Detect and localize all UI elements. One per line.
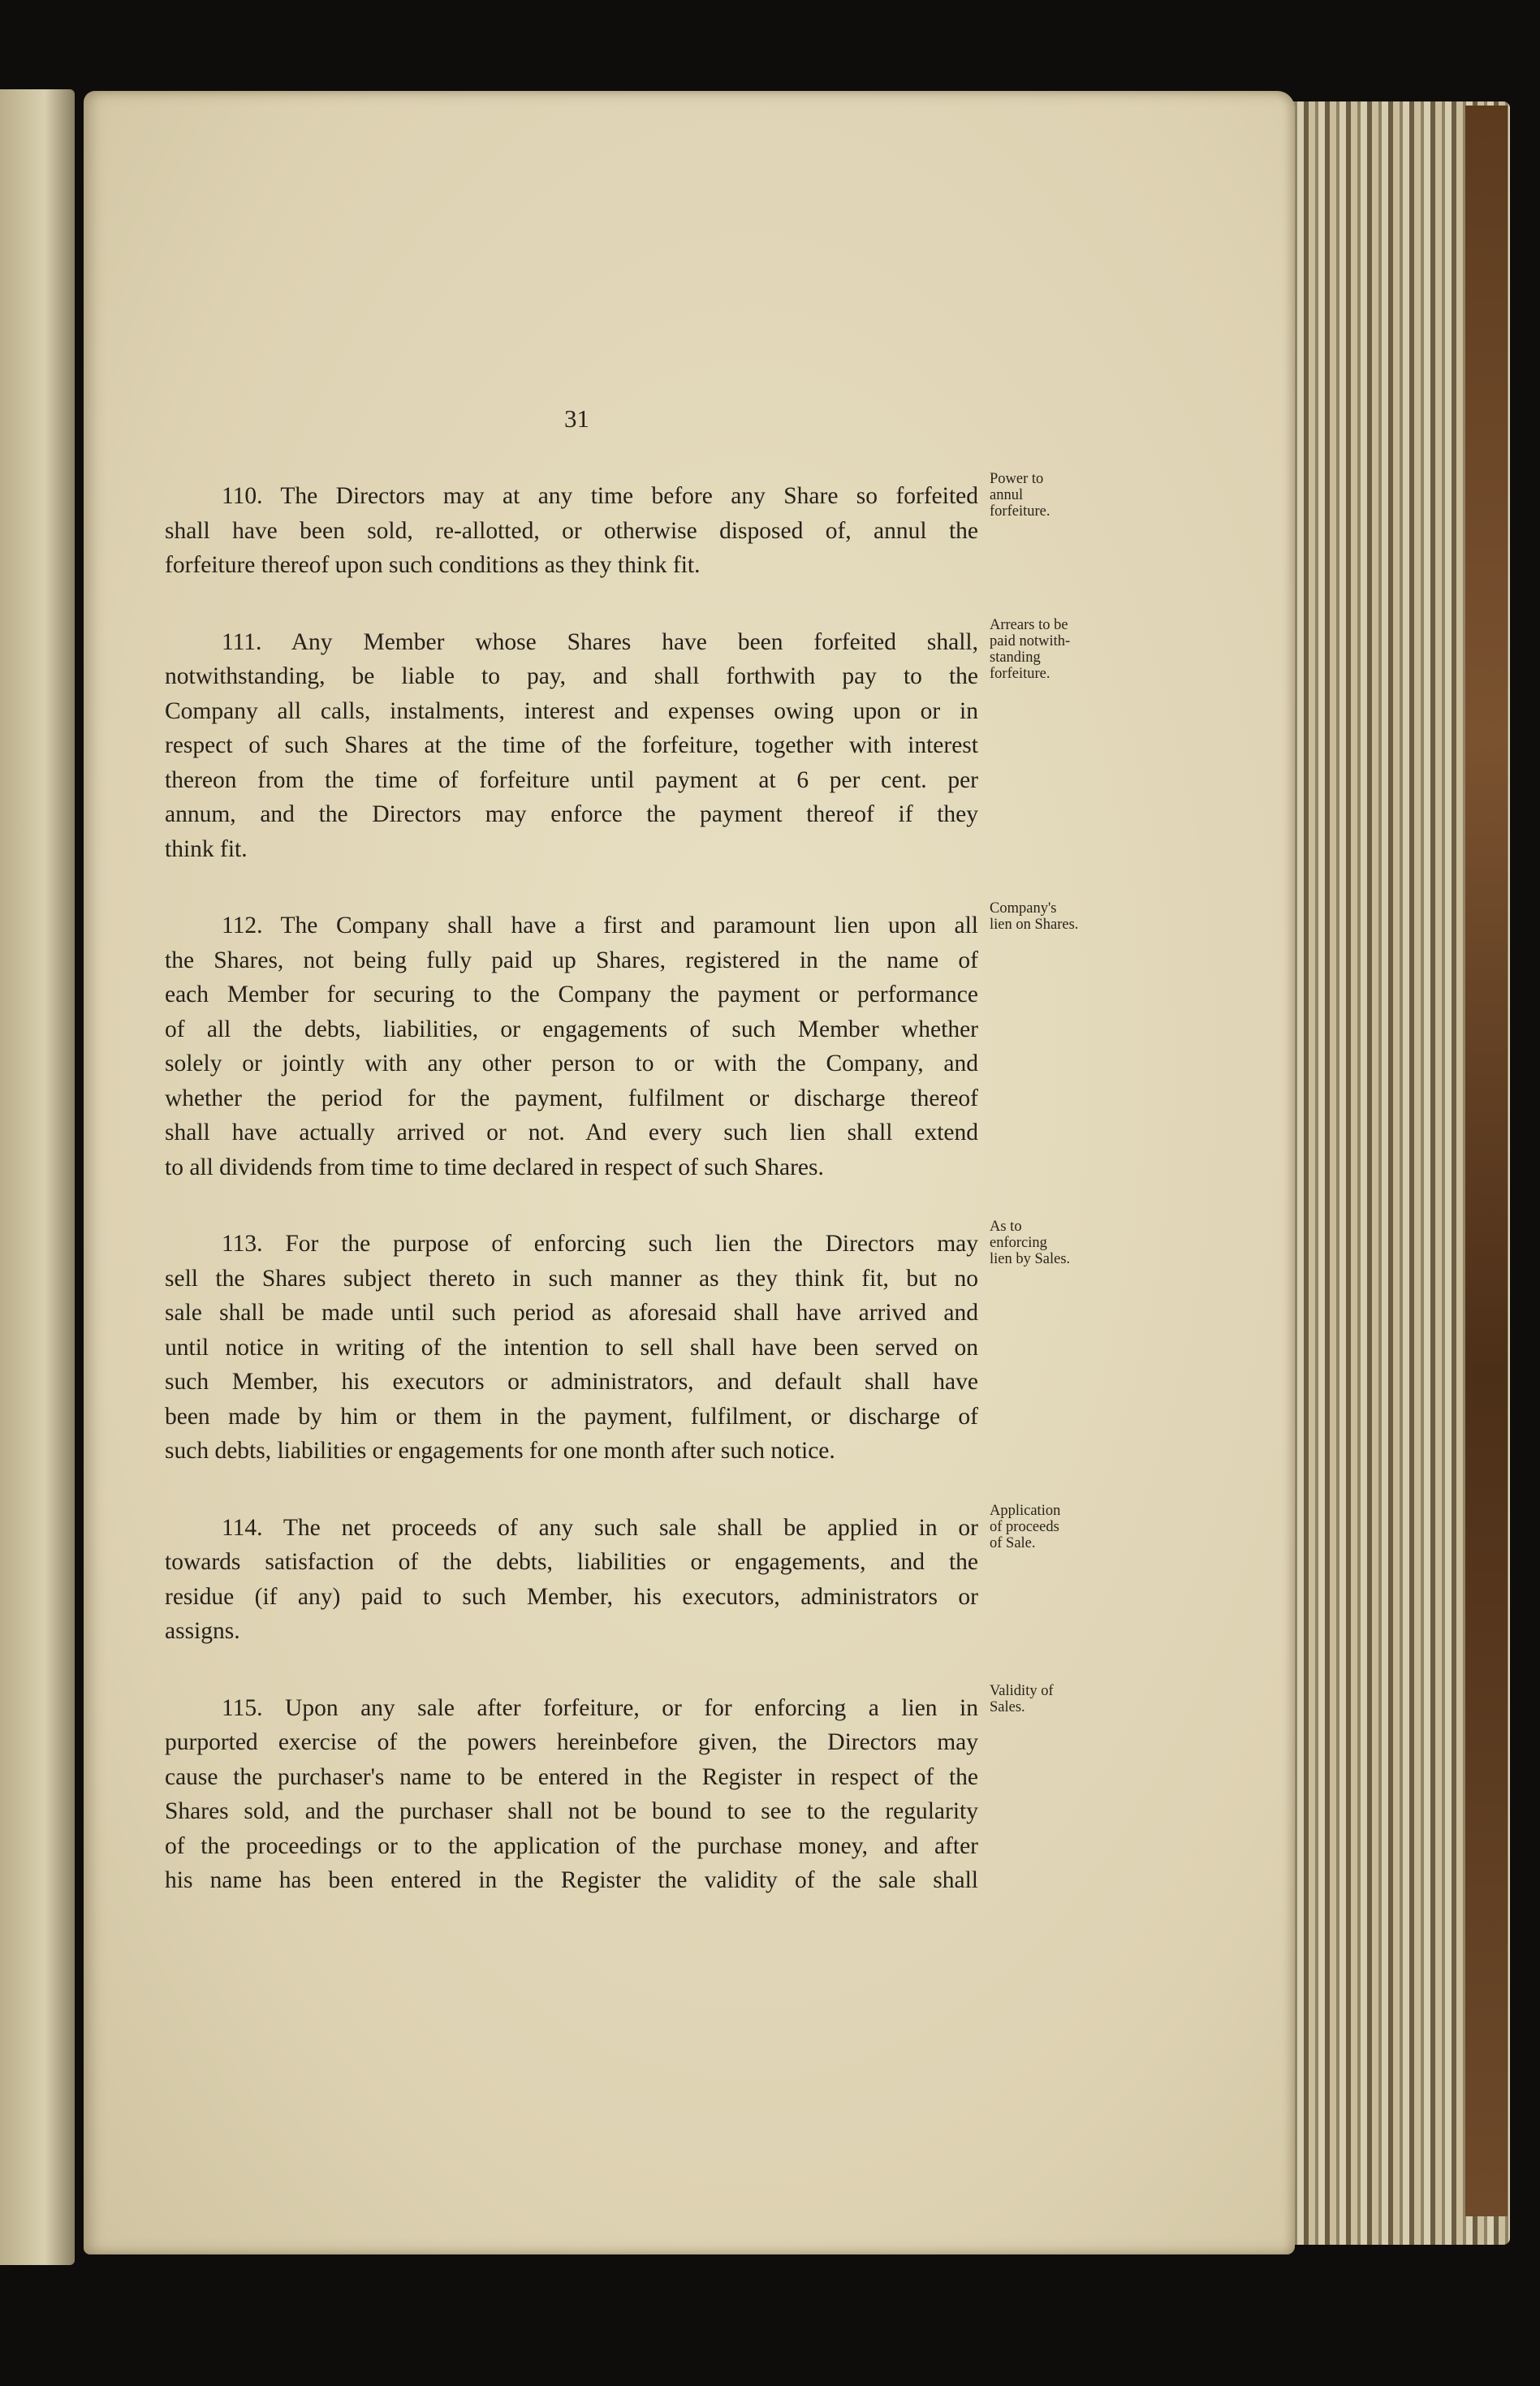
text-line: Company all calls, instalments, interest and expenses owing upon or in <box>165 697 978 724</box>
margin-note-line: forfeiture. <box>990 665 1050 682</box>
text-line: cause the purchaser's name to be entered in the Register in respect of the <box>165 1763 978 1790</box>
margin-note-line: As to <box>990 1219 1022 1235</box>
text-line: shall have actually arrived or not. And every such lien shall extend <box>165 1120 978 1146</box>
article-111 <box>165 617 1139 867</box>
text-line: to all dividends from time to time declared in respect of such Shares. <box>165 1154 824 1180</box>
book-cover-edge <box>1465 106 1508 2216</box>
text-line: such Member, his executors or administrators, and default shall have <box>165 1369 978 1395</box>
article-114 <box>165 1503 1139 1649</box>
text-line: his name has been entered in the Register the validity of the sale shall <box>165 1867 978 1893</box>
margin-note-line: forfeiture. <box>990 503 1050 520</box>
margin-note <box>990 900 1132 933</box>
margin-note <box>990 1503 1132 1551</box>
margin-note-line: Validity of <box>990 1682 1054 1699</box>
text-line: been made by him or them in the payment, fulfilment, or discharge of <box>165 1403 978 1430</box>
text-line: such debts, liabilities or engagements for one month after such notice. <box>165 1438 835 1464</box>
margin-note-line: of Sale. <box>990 1534 1036 1551</box>
left-facing-page <box>0 89 75 2265</box>
article-text <box>165 625 978 867</box>
text-line: towards satisfaction of the debts, liabilities or engagements, and the <box>165 1549 978 1575</box>
page-number: 31 <box>564 404 589 433</box>
text-line: of the proceedings or to the application of the purchase money, and after <box>165 1832 978 1859</box>
text-line: think fit. <box>165 835 248 862</box>
page-body <box>165 471 1139 1932</box>
text-line: 111. Any Member whose Shares have been forfeited shall, <box>222 628 978 655</box>
margin-note-line: annul <box>990 487 1024 503</box>
margin-note-line: enforcing <box>990 1235 1047 1251</box>
margin-note <box>990 1219 1132 1267</box>
text-line: of all the debts, liabilities, or engagements of such Member whether <box>165 1016 978 1042</box>
article-text <box>165 1227 978 1469</box>
text-line: notwithstanding, be liable to pay, and shall forthwith pay to the <box>165 663 978 689</box>
text-line: each Member for securing to the Company the payment or performance <box>165 982 978 1007</box>
margin-note <box>990 471 1132 520</box>
text-line: 114. The net proceeds of any such sale shall be applied in or <box>222 1514 978 1541</box>
margin-note-line: Company's <box>990 900 1057 917</box>
margin-note-line: lien on Shares. <box>990 917 1079 933</box>
article-110 <box>165 471 1139 583</box>
text-line: sale shall be made until such period as aforesaid shall have arrived and <box>165 1300 978 1326</box>
article-text <box>165 908 978 1184</box>
text-line: whether the period for the payment, fulfilment or discharge thereof <box>165 1085 978 1111</box>
text-line: 112. The Company shall have a first and paramount lien upon all <box>222 913 978 938</box>
text-line: respect of such Shares at the time of the forfeiture, together with interest <box>165 732 978 758</box>
text-line: forfeiture thereof upon such conditions as they think fit. <box>165 552 701 578</box>
article-text <box>165 479 978 583</box>
text-line: 115. Upon any sale after forfeiture, or for enforcing a lien in <box>222 1694 978 1721</box>
text-line: 113. For the purpose of enforcing such lien the Directors may <box>222 1231 978 1257</box>
text-line: annum, and the Directors may enforce the payment thereof if they <box>165 801 978 827</box>
text-line: assigns. <box>165 1618 240 1644</box>
margin-note-line: lien by Sales. <box>990 1251 1071 1267</box>
article-115 <box>165 1683 1139 1898</box>
text-line: Shares sold, and the purchaser shall not be bound to see to the regularity <box>165 1798 978 1824</box>
margin-note-line: Arrears to be <box>990 616 1068 633</box>
article-113 <box>165 1219 1139 1469</box>
text-line: residue (if any) paid to such Member, his executors, administrators or <box>165 1583 978 1610</box>
text-line: until notice in writing of the intention to sell shall have been served on <box>165 1334 978 1361</box>
margin-note-line: of proceeds <box>990 1518 1059 1535</box>
margin-note-line: Sales. <box>990 1698 1025 1715</box>
text-line: shall have been sold, re-allotted, or otherwise disposed of, annul the <box>165 517 978 544</box>
article-text <box>165 1511 978 1649</box>
text-line: solely or jointly with any other person to or with the Company, and <box>165 1051 978 1077</box>
margin-note-line: standing <box>990 649 1041 666</box>
article-text <box>165 1691 978 1898</box>
margin-note-line: Power to <box>990 471 1044 487</box>
text-line: purported exercise of the powers hereinbefore given, the Directors may <box>165 1729 978 1755</box>
text-line: the Shares, not being fully paid up Shares, registered in the name of <box>165 947 978 973</box>
margin-note <box>990 1683 1132 1715</box>
text-line: thereon from the time of forfeiture until payment at 6 per cent. per <box>165 766 978 793</box>
margin-note-line: Application <box>990 1502 1061 1519</box>
article-112 <box>165 900 1139 1184</box>
text-line: 110. The Directors may at any time before any Share so forfeited <box>222 483 978 509</box>
text-line: sell the Shares subject thereto in such manner as they think fit, but no <box>165 1265 978 1292</box>
margin-note-line: paid notwith- <box>990 632 1071 649</box>
margin-note <box>990 617 1132 682</box>
